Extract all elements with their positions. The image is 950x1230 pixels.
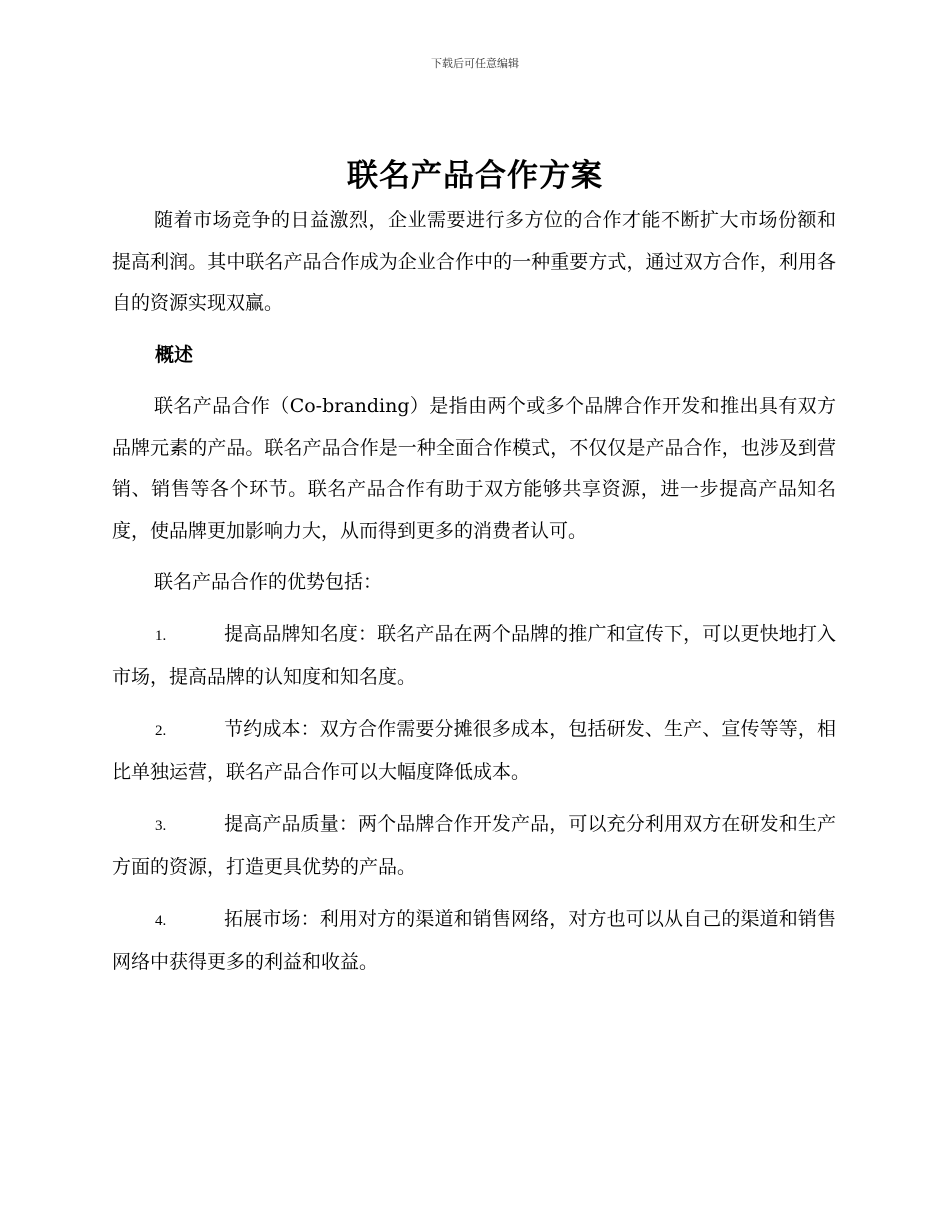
list-item: [112, 709, 836, 794]
list-item-text: 提高产品质量：两个品牌合作开发产品，可以充分利用双方在研发和生产方面的资源，打造更具优势的产品。: [112, 812, 836, 878]
intro-paragraph: 随着市场竞争的日益激烈，企业需要进行多方位的合作才能不断扩大市场份额和提高利润。其中联名产品合作成为企业合作中的一种重要方式，通过双方合作，利用各自的资源实现双赢。: [112, 209, 836, 314]
list-item-number: 4.: [155, 912, 167, 929]
section-heading: 概述: [155, 343, 194, 366]
list-item-text: 节约成本：双方合作需要分摊很多成本，包括研发、生产、宣传等等，相比单独运营，联名产品合作可以大幅度降低成本。: [112, 717, 836, 783]
header-note: 下载后可任意编辑: [431, 57, 519, 70]
list-item: [112, 899, 836, 984]
list-item-number: 3.: [155, 817, 167, 834]
overview-paragraph: 联名产品合作（Co-branding）是指由两个或多个品牌合作开发和推出具有双方品牌元素的产品。联名产品合作是一种全面合作模式，不仅仅是产品合作，也涉及到营销、销售等各个环节。联名产品合作有助于双方能够共享资源，进一步提高产品知名度，使品牌更加影响力大，从而得到更多的消费者认可。: [112, 395, 836, 542]
document-body: [112, 200, 836, 984]
list-item-text: 提高品牌知名度：联名产品在两个品牌的推广和宣传下，可以更快地打入市场，提高品牌的认知度和知名度。: [112, 622, 836, 688]
advantages-intro: 联名产品合作的优势包括：: [154, 571, 383, 593]
list-item: [112, 804, 836, 889]
list-item-number: 2.: [155, 722, 167, 739]
list-item: [112, 614, 836, 699]
list-item-number: 1.: [155, 627, 167, 644]
document-title: 联名产品合作方案: [347, 158, 603, 194]
list-item-text: 拓展市场：利用对方的渠道和销售网络，对方也可以从自己的渠道和销售网络中获得更多的利益和收益。: [112, 907, 836, 973]
